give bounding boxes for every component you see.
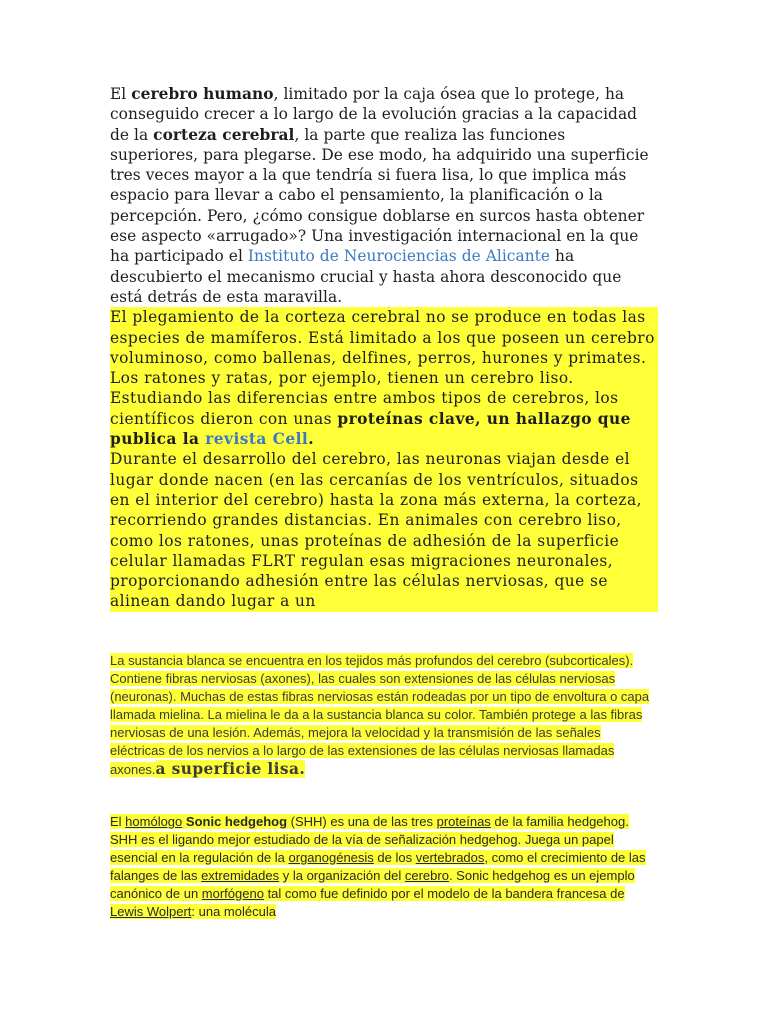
bold-period: . <box>308 430 314 449</box>
sonic-hedgehog-paragraph <box>110 813 658 921</box>
text-run: : una molécula <box>191 904 276 919</box>
bold-phrase-proteinas-clave: proteínas clave, un hallazgo que publica la <box>110 409 631 449</box>
intro-paragraph <box>110 84 658 307</box>
text-run: El <box>110 85 132 103</box>
bold-term-cerebro-humano: cerebro humano <box>131 85 274 103</box>
text-run: El <box>110 814 126 829</box>
highlighted-text: La sustancia blanca se encuentra en los tejidos más profundos del cerebro (subcorticales). Contiene fibras nerviosas (axones), las cuales son extensiones de las células nerviosas (neuronas). Muchas de estas fibras nerviosas están rodeadas por un tipo de envoltura o capa llamada mielina. La mielina le da a la sustancia blanca su color. También protege a las fibras nerviosas de una lesión. Además, mejora la velocidad y la transmisión de las señales eléctricas de los nervios a lo largo de las extensiones de las células nerviosas llamadas axones. <box>110 653 650 777</box>
text-run: , la parte que realiza las funciones superiores, para plegarse. De ese modo, ha adquirido una superficie tres veces mayor a la que tendría si fuera lisa, lo que implica más espacio para llevar a cabo el pensamiento, la planificación o la percepción. Pero, ¿cómo consigue doblarse en surcos hasta obtener ese aspecto «arrugado»? Una investigación internacional en la que ha participado el <box>110 125 649 266</box>
superficie-lisa-fragment: a superficie lisa. <box>155 760 306 778</box>
extremidades-link[interactable]: extremidades <box>201 868 280 883</box>
bold-term-sonic-hedgehog: Sonic hedgehog <box>185 814 288 829</box>
homologo-link[interactable]: homólogo <box>125 814 183 829</box>
plegamiento-paragraph <box>110 307 658 449</box>
highlighted-section <box>110 307 658 611</box>
text-run: y la organización del <box>279 868 405 883</box>
article-body <box>110 84 658 612</box>
revista-cell-link[interactable]: revista Cell <box>205 430 309 449</box>
sustancia-blanca-paragraph <box>110 652 658 779</box>
text-run: de los <box>373 850 416 865</box>
morfogeno-link[interactable]: morfógeno <box>201 886 264 901</box>
cerebro-link[interactable]: cerebro <box>404 868 449 883</box>
desarrollo-paragraph: Durante el desarrollo del cerebro, las neuronas viajan desde el lugar donde nacen (en las cercanías de los ventrículos, situados en el interior del cerebro) hasta la zona más externa, la corteza, recorriendo grandes distancias. En animales con cerebro liso, como los ratones, unas proteínas de adhesión de la superficie celular llamadas FLRT regulan esas migraciones neuronales, proporcionando adhesión entre las células nerviosas, que se alinean dando lugar a un <box>110 450 642 611</box>
text-run: ha descubierto el mecanismo crucial y hasta ahora desconocido que está detrás de esta maravilla. <box>110 247 622 306</box>
text-run: (SHH) es una de las tres <box>287 814 437 829</box>
text-run: , como el crecimiento de las falanges de las <box>110 850 646 883</box>
organogenesis-link[interactable]: organogénesis <box>288 850 374 865</box>
lewis-wolpert-link[interactable]: Lewis Wolpert <box>110 904 192 919</box>
text-run: tal como fue definido por el modelo de la bandera francesa de <box>263 886 625 901</box>
text-run: El plegamiento de la corteza cerebral no se produce en todas las especies de mamíferos. Está limitado a los que poseen un cerebro voluminoso, como ballenas, delfines, perros, hurones y primates. Los ratones y ratas, por ejemplo, tienen un cerebro liso. Estudiando las diferencias entre ambos tipos de cerebros, los científicos dieron con unas <box>110 308 655 428</box>
text-run: . Sonic hedgehog es un ejemplo canónico de un <box>110 868 635 901</box>
instituto-neurociencias-link[interactable]: Instituto de Neurociencias de Alicante <box>247 247 551 266</box>
proteinas-link[interactable]: proteínas <box>436 814 491 829</box>
text-run: , limitado por la caja ósea que lo protege, ha conseguido crecer a lo largo de la evolución gracias a la capacidad de la <box>110 85 638 144</box>
bold-term-corteza-cerebral: corteza cerebral <box>153 125 295 144</box>
vertebrados-link[interactable]: vertebrados <box>415 850 485 865</box>
text-run: de la familia hedgehog. SHH es el ligando mejor estudiado de la vía de señalización hedgehog. Juega un papel esencial en la regulación de la <box>110 814 629 865</box>
